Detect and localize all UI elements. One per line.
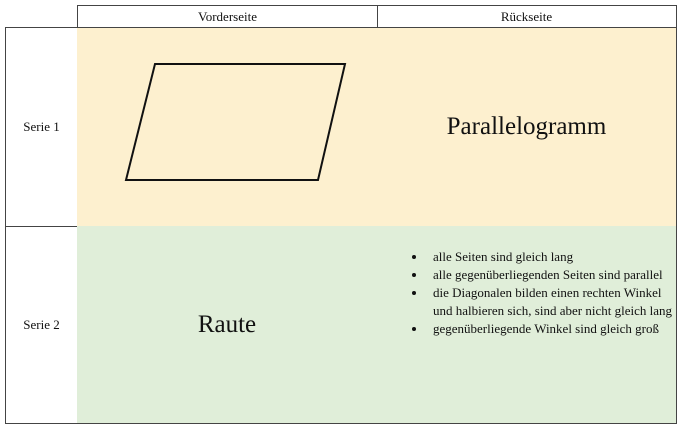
header-rueckseite xyxy=(377,5,677,28)
header-label: Vorderseite xyxy=(198,8,257,24)
row-label: Serie 1 xyxy=(23,119,60,134)
row-label: Serie 2 xyxy=(23,316,60,332)
back-text: Parallelogramm xyxy=(446,113,607,140)
cell-front-serie-2 xyxy=(77,226,378,424)
list-item: • alle Seiten sind gleich lang xyxy=(427,248,676,266)
front-text: Raute xyxy=(197,310,257,338)
list-item: • alle gegenüberliegenden Seiten sind parallel xyxy=(427,266,676,284)
parallelogram-shape xyxy=(77,28,377,226)
header-vorderseite xyxy=(77,5,378,28)
cell-back-serie-2 xyxy=(377,226,677,424)
row-label-serie-2 xyxy=(5,226,78,424)
row-label-serie-1 xyxy=(5,27,78,227)
cell-front-serie-1 xyxy=(77,27,378,227)
cell-back-serie-1 xyxy=(377,27,677,227)
list-item: • die Diagonalen bilden einen rechten Winkel und halbieren sich, sind aber nicht gleich lang xyxy=(427,284,676,320)
header-label: Rückseite xyxy=(500,8,553,24)
properties-list xyxy=(377,248,676,338)
list-item: • gegenüberliegende Winkel sind gleich groß xyxy=(427,320,676,338)
